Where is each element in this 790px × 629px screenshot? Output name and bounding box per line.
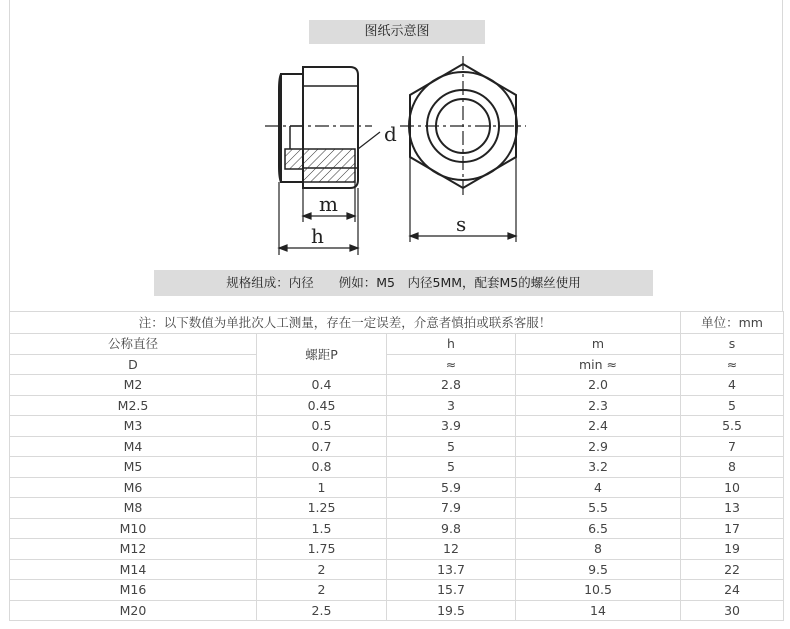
cell-s: 17: [681, 518, 784, 539]
cell-pitch: 1.25: [257, 498, 387, 519]
unit-label: 单位：mm: [681, 312, 784, 334]
cell-h: 15.7: [387, 580, 516, 601]
cell-size: M2: [10, 375, 257, 396]
cell-h: 7.9: [387, 498, 516, 519]
cell-s: 5: [681, 395, 784, 416]
side-view: [279, 67, 358, 188]
cell-pitch: 0.5: [257, 416, 387, 437]
cell-pitch: 2: [257, 580, 387, 601]
table-row: [10, 375, 784, 396]
cell-h: 5.9: [387, 477, 516, 498]
cell-s: 8: [681, 457, 784, 478]
table-row: [10, 477, 784, 498]
cell-s: 7: [681, 436, 784, 457]
table-row: [10, 559, 784, 580]
cell-size: M8: [10, 498, 257, 519]
table-row: [10, 518, 784, 539]
dimension-table: [9, 311, 784, 621]
diagram-title: 图纸示意图: [309, 20, 485, 44]
cell-pitch: 0.4: [257, 375, 387, 396]
table-row: [10, 498, 784, 519]
cell-h: 13.7: [387, 559, 516, 580]
header-nominal-diameter: 公称直径: [10, 334, 257, 355]
cell-size: M20: [10, 600, 257, 621]
front-center-lines: [400, 56, 526, 196]
cell-m: 9.5: [516, 559, 681, 580]
cell-s: 24: [681, 580, 784, 601]
header-row-bottom: [10, 354, 784, 375]
cell-size: M16: [10, 580, 257, 601]
header-s-approx: ≈: [681, 354, 784, 375]
cell-pitch: 0.7: [257, 436, 387, 457]
cell-pitch: 2: [257, 559, 387, 580]
header-h: h: [387, 334, 516, 355]
table-row: [10, 580, 784, 601]
cell-s: 13: [681, 498, 784, 519]
cell-s: 30: [681, 600, 784, 621]
label-m: m: [319, 192, 338, 216]
cell-m: 6.5: [516, 518, 681, 539]
header-s: s: [681, 334, 784, 355]
cell-pitch: 2.5: [257, 600, 387, 621]
cell-s: 19: [681, 539, 784, 560]
cell-pitch: 1.5: [257, 518, 387, 539]
cell-m: 3.2: [516, 457, 681, 478]
cell-s: 22: [681, 559, 784, 580]
header-m-min: min ≈: [516, 354, 681, 375]
header-d: D: [10, 354, 257, 375]
cell-pitch: 1: [257, 477, 387, 498]
cell-h: 3.9: [387, 416, 516, 437]
cell-size: M3: [10, 416, 257, 437]
label-d: d: [384, 122, 397, 146]
cell-m: 2.9: [516, 436, 681, 457]
cell-size: M6: [10, 477, 257, 498]
cell-h: 19.5: [387, 600, 516, 621]
cell-h: 9.8: [387, 518, 516, 539]
header-row-top: [10, 334, 784, 355]
cell-m: 14: [516, 600, 681, 621]
cell-h: 3: [387, 395, 516, 416]
cell-pitch: 0.8: [257, 457, 387, 478]
label-h: h: [311, 224, 324, 248]
cell-size: M4: [10, 436, 257, 457]
cell-h: 12: [387, 539, 516, 560]
header-h-approx: ≈: [387, 354, 516, 375]
cell-m: 8: [516, 539, 681, 560]
header-m: m: [516, 334, 681, 355]
table-row: [10, 539, 784, 560]
table-row: [10, 457, 784, 478]
cell-size: M2.5: [10, 395, 257, 416]
table-body: [10, 375, 784, 621]
cell-s: 10: [681, 477, 784, 498]
cell-size: M12: [10, 539, 257, 560]
cell-pitch: 1.75: [257, 539, 387, 560]
cell-s: 4: [681, 375, 784, 396]
table-row: [10, 600, 784, 621]
cell-size: M5: [10, 457, 257, 478]
spec-composition: 规格组成：内径 例如：M5 内径5MM，配套M5的螺丝使用: [154, 270, 653, 296]
cell-m: 2.4: [516, 416, 681, 437]
note-row: [10, 312, 784, 334]
table-row: [10, 416, 784, 437]
table-row: [10, 436, 784, 457]
cell-m: 10.5: [516, 580, 681, 601]
measurement-note: 注：以下数值为单批次人工测量，存在一定误差，介意者慎拍或联系客服！: [10, 312, 681, 334]
cell-m: 5.5: [516, 498, 681, 519]
label-s: s: [456, 212, 467, 236]
cell-size: M10: [10, 518, 257, 539]
nut-drawing: [0, 0, 790, 270]
cell-h: 5: [387, 436, 516, 457]
header-pitch: 螺距P: [257, 334, 387, 375]
cell-pitch: 0.45: [257, 395, 387, 416]
d-leader-line: [358, 132, 380, 149]
cell-h: 5: [387, 457, 516, 478]
cell-size: M14: [10, 559, 257, 580]
cell-s: 5.5: [681, 416, 784, 437]
cell-m: 4: [516, 477, 681, 498]
cell-h: 2.8: [387, 375, 516, 396]
cell-m: 2.0: [516, 375, 681, 396]
cell-m: 2.3: [516, 395, 681, 416]
table-row: [10, 395, 784, 416]
